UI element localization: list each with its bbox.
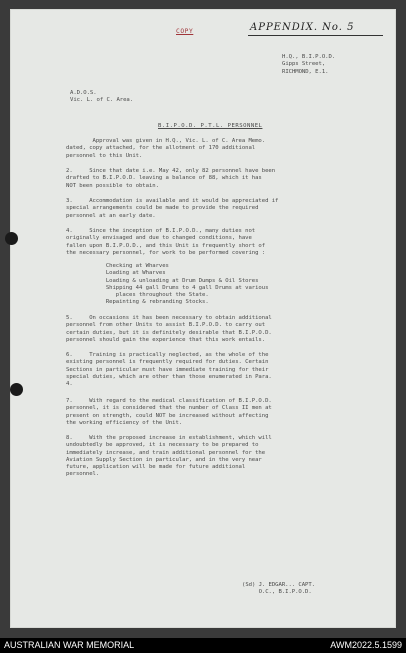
accession-number: AWM2022.5.1599 — [330, 640, 402, 650]
copy-stamp: COPY — [176, 28, 194, 35]
signature-block: (Sd) J. EDGAR... CAPT. O.C., B.I.P.O.D. — [242, 582, 315, 596]
annotation-underline — [248, 35, 383, 36]
paragraph-1: Approval was given in H.Q., Vic. L. of C. Area Memo. dated, copy attached, for the allotment of 170 additional personnel to this Unit. — [66, 138, 266, 159]
punch-hole — [5, 232, 18, 245]
subject-line: B.I.P.O.D. P.T.L. PERSONNEL — [158, 123, 263, 129]
paragraph-4: 4. Since the inception of B.I.P.O.D., many duties not originally envisaged and due to changed conditions, have fallen upon B.I.P.O.D., and this Unit is frequently short of the necessary personnel, for work to be performed covering : — [66, 228, 266, 256]
institution-label: AUSTRALIAN WAR MEMORIAL — [4, 640, 135, 650]
paragraph-6: 6. Training is practically neglected, as the whole of the existing personnel is frequently required for duties. Certain Sections in particular must have immediate training for their special duties, which are other than those enumerated in Para. 4. — [66, 352, 272, 388]
document-page — [10, 9, 396, 628]
paragraph-5: 5. On occasions it has been necessary to obtain additional personnel from other Units to assist B.I.P.O.D. to carry out certain duties, but it is definitely desirable that B.I.P.O.D. personnel should gain the experience that this work entails. — [66, 315, 272, 343]
duties-list: Checking at Wharves Loading at Wharves Loading & unloading at Drum Dumps & Oil Stores Shipping 44 gall Drums to 4 gall Drums at various places throughout the State. Repainting & rebranding Stocks. — [105, 263, 269, 306]
paragraph-2: 2. Since that date i.e. May 42, only 82 personnel have been drafted to B.I.P.O.D. leaving a balance of 88, which it has NOT been possible to obtain. — [66, 168, 276, 189]
punch-hole — [10, 383, 23, 396]
archive-footer — [0, 638, 406, 653]
paragraph-7: 7. With regard to the medical classification of B.I.P.O.D. personnel, it is considered that the number of Class II men at present on strength, could NOT be increased without affecting the working efficiency of the Unit. — [66, 398, 272, 426]
sender-address: H.Q., B.I.P.O.D. Gipps Street, RICHMOND, E.1. — [282, 54, 336, 75]
appendix-annotation: APPENDIX. No. 5 — [250, 22, 355, 33]
paragraph-8: 8. With the proposed increase in establishment, which will undoubtedly be approved, it is necessary to be prepared to immediately increase, and train additional personnel for the Aviation Supply Section in particular, and in the very near future, application will be made for future additional personnel. — [66, 435, 272, 478]
paragraph-3: 3. Accommodation is available and it would be appreciated if special arrangements could be made to provide the required personnel at an early date. — [66, 198, 279, 219]
addressee: A.D.O.S. Vic. L. of C. Area. — [70, 90, 134, 104]
